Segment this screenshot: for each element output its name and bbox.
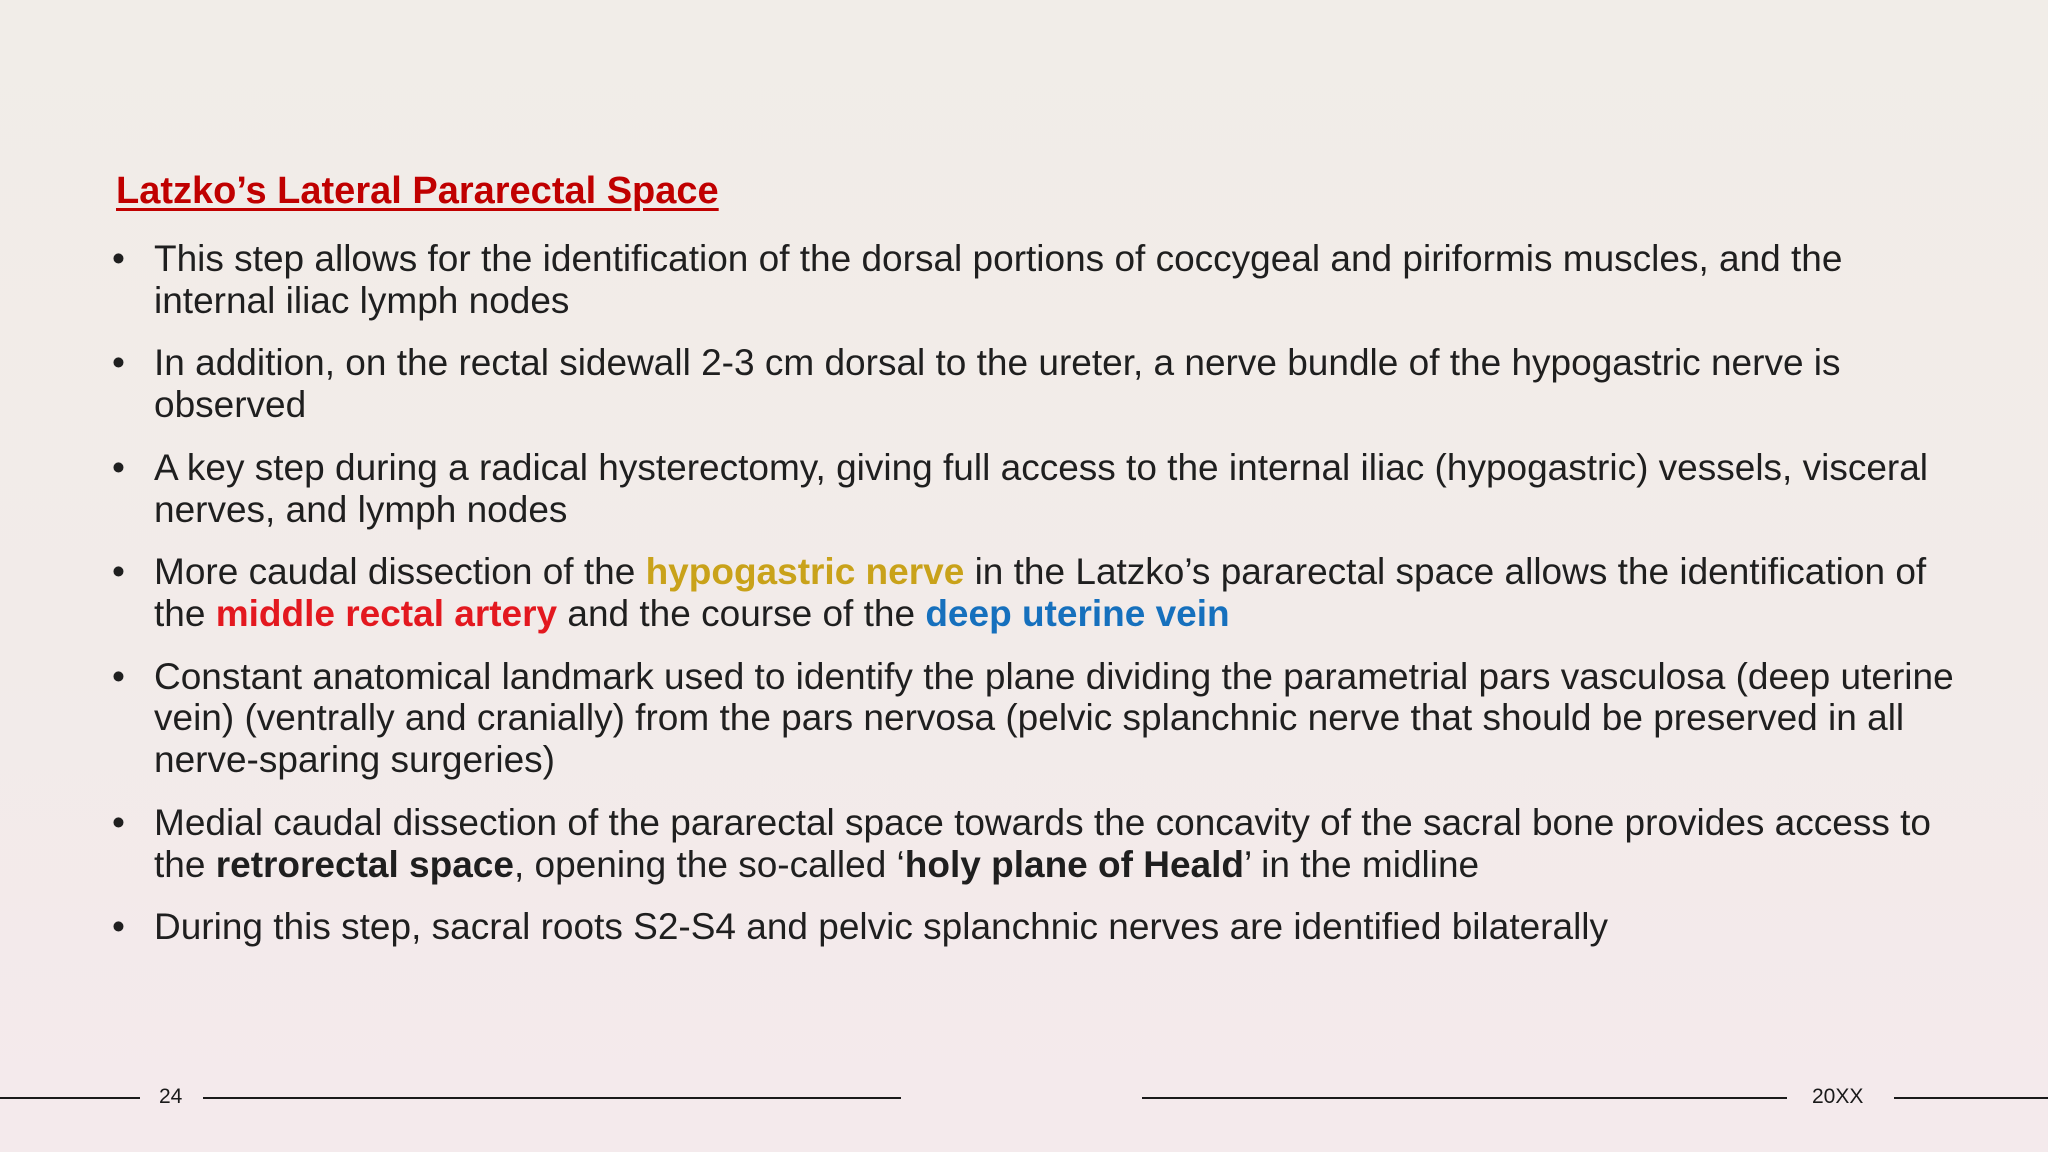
bullet-list xyxy=(110,238,1960,969)
hypogastric-nerve-highlight: hypogastric nerve xyxy=(645,551,965,593)
bullet-text: Constant anatomical landmark used to identify the plane dividing the parametrial pars vasculosa (deep uterine vein) (ventrally and cranially) from the pars nervosa (pelvic splanchnic nerve that should be preserved in all nerve-sparing surgeries) xyxy=(154,655,1954,781)
footer-divider-right xyxy=(1894,1097,2048,1099)
text-segment: More caudal dissection of the xyxy=(154,551,646,593)
bullet-item-7 xyxy=(110,906,1960,948)
text-segment: Medial caudal dissection of the pararectal space towards the concavity of the sacral bone provides access to the xyxy=(154,801,1931,885)
page-number: 24 xyxy=(159,1085,183,1108)
bullet-marker: • xyxy=(112,655,125,697)
bullet-item-4 xyxy=(110,551,1960,635)
bullet-item-3 xyxy=(110,447,1960,531)
bullet-text: A key step during a radical hysterectomy, giving full access to the internal iliac (hypogastric) vessels, visceral nerves, and lymph nodes xyxy=(154,446,1929,530)
bullet-item-1 xyxy=(110,238,1960,322)
bullet-item-2 xyxy=(110,342,1960,426)
footer-divider-center-left xyxy=(203,1097,901,1099)
bullet-marker: • xyxy=(112,342,125,384)
bullet-text xyxy=(154,802,1931,885)
bullet-text: In addition, on the rectal sidewall 2-3 cm dorsal to the ureter, a nerve bundle of the hypogastric nerve is observed xyxy=(154,342,1841,426)
bullet-marker: • xyxy=(112,446,125,488)
bullet-marker: • xyxy=(112,906,125,948)
text-segment: , opening the so-called ‘ xyxy=(513,843,905,885)
bullet-marker: • xyxy=(112,238,125,279)
slide-title: Latzko’s Lateral Pararectal Space xyxy=(116,170,719,212)
bullet-marker: • xyxy=(112,801,125,843)
bullet-item-5 xyxy=(110,656,1960,781)
text-segment: ’ in the midline xyxy=(1243,843,1480,885)
bullet-text: During this step, sacral roots S2-S4 and pelvic splanchnic nerves are identified bilaterally xyxy=(154,906,1609,948)
bullet-item-6 xyxy=(110,802,1960,886)
footer-divider-center-right xyxy=(1142,1097,1787,1099)
footer-divider-left xyxy=(0,1097,140,1099)
deep-uterine-vein-highlight: deep uterine vein xyxy=(925,592,1230,634)
middle-rectal-artery-highlight: middle rectal artery xyxy=(215,592,558,634)
footer-year: 20XX xyxy=(1812,1085,1864,1108)
bullet-text xyxy=(154,551,1926,634)
text-segment: in the Latzko’s pararectal space allows the identification of the xyxy=(154,551,1927,634)
bullet-marker: • xyxy=(112,551,125,593)
bullet-text: This step allows for the identification of the dorsal portions of coccygeal and piriformis muscles, and the internal iliac lymph nodes xyxy=(154,238,1843,321)
holy-plane-of-heald-bold: holy plane of Heald xyxy=(904,843,1244,885)
text-segment: and the course of the xyxy=(557,592,926,634)
retrorectal-space-bold: retrorectal space xyxy=(215,843,514,885)
